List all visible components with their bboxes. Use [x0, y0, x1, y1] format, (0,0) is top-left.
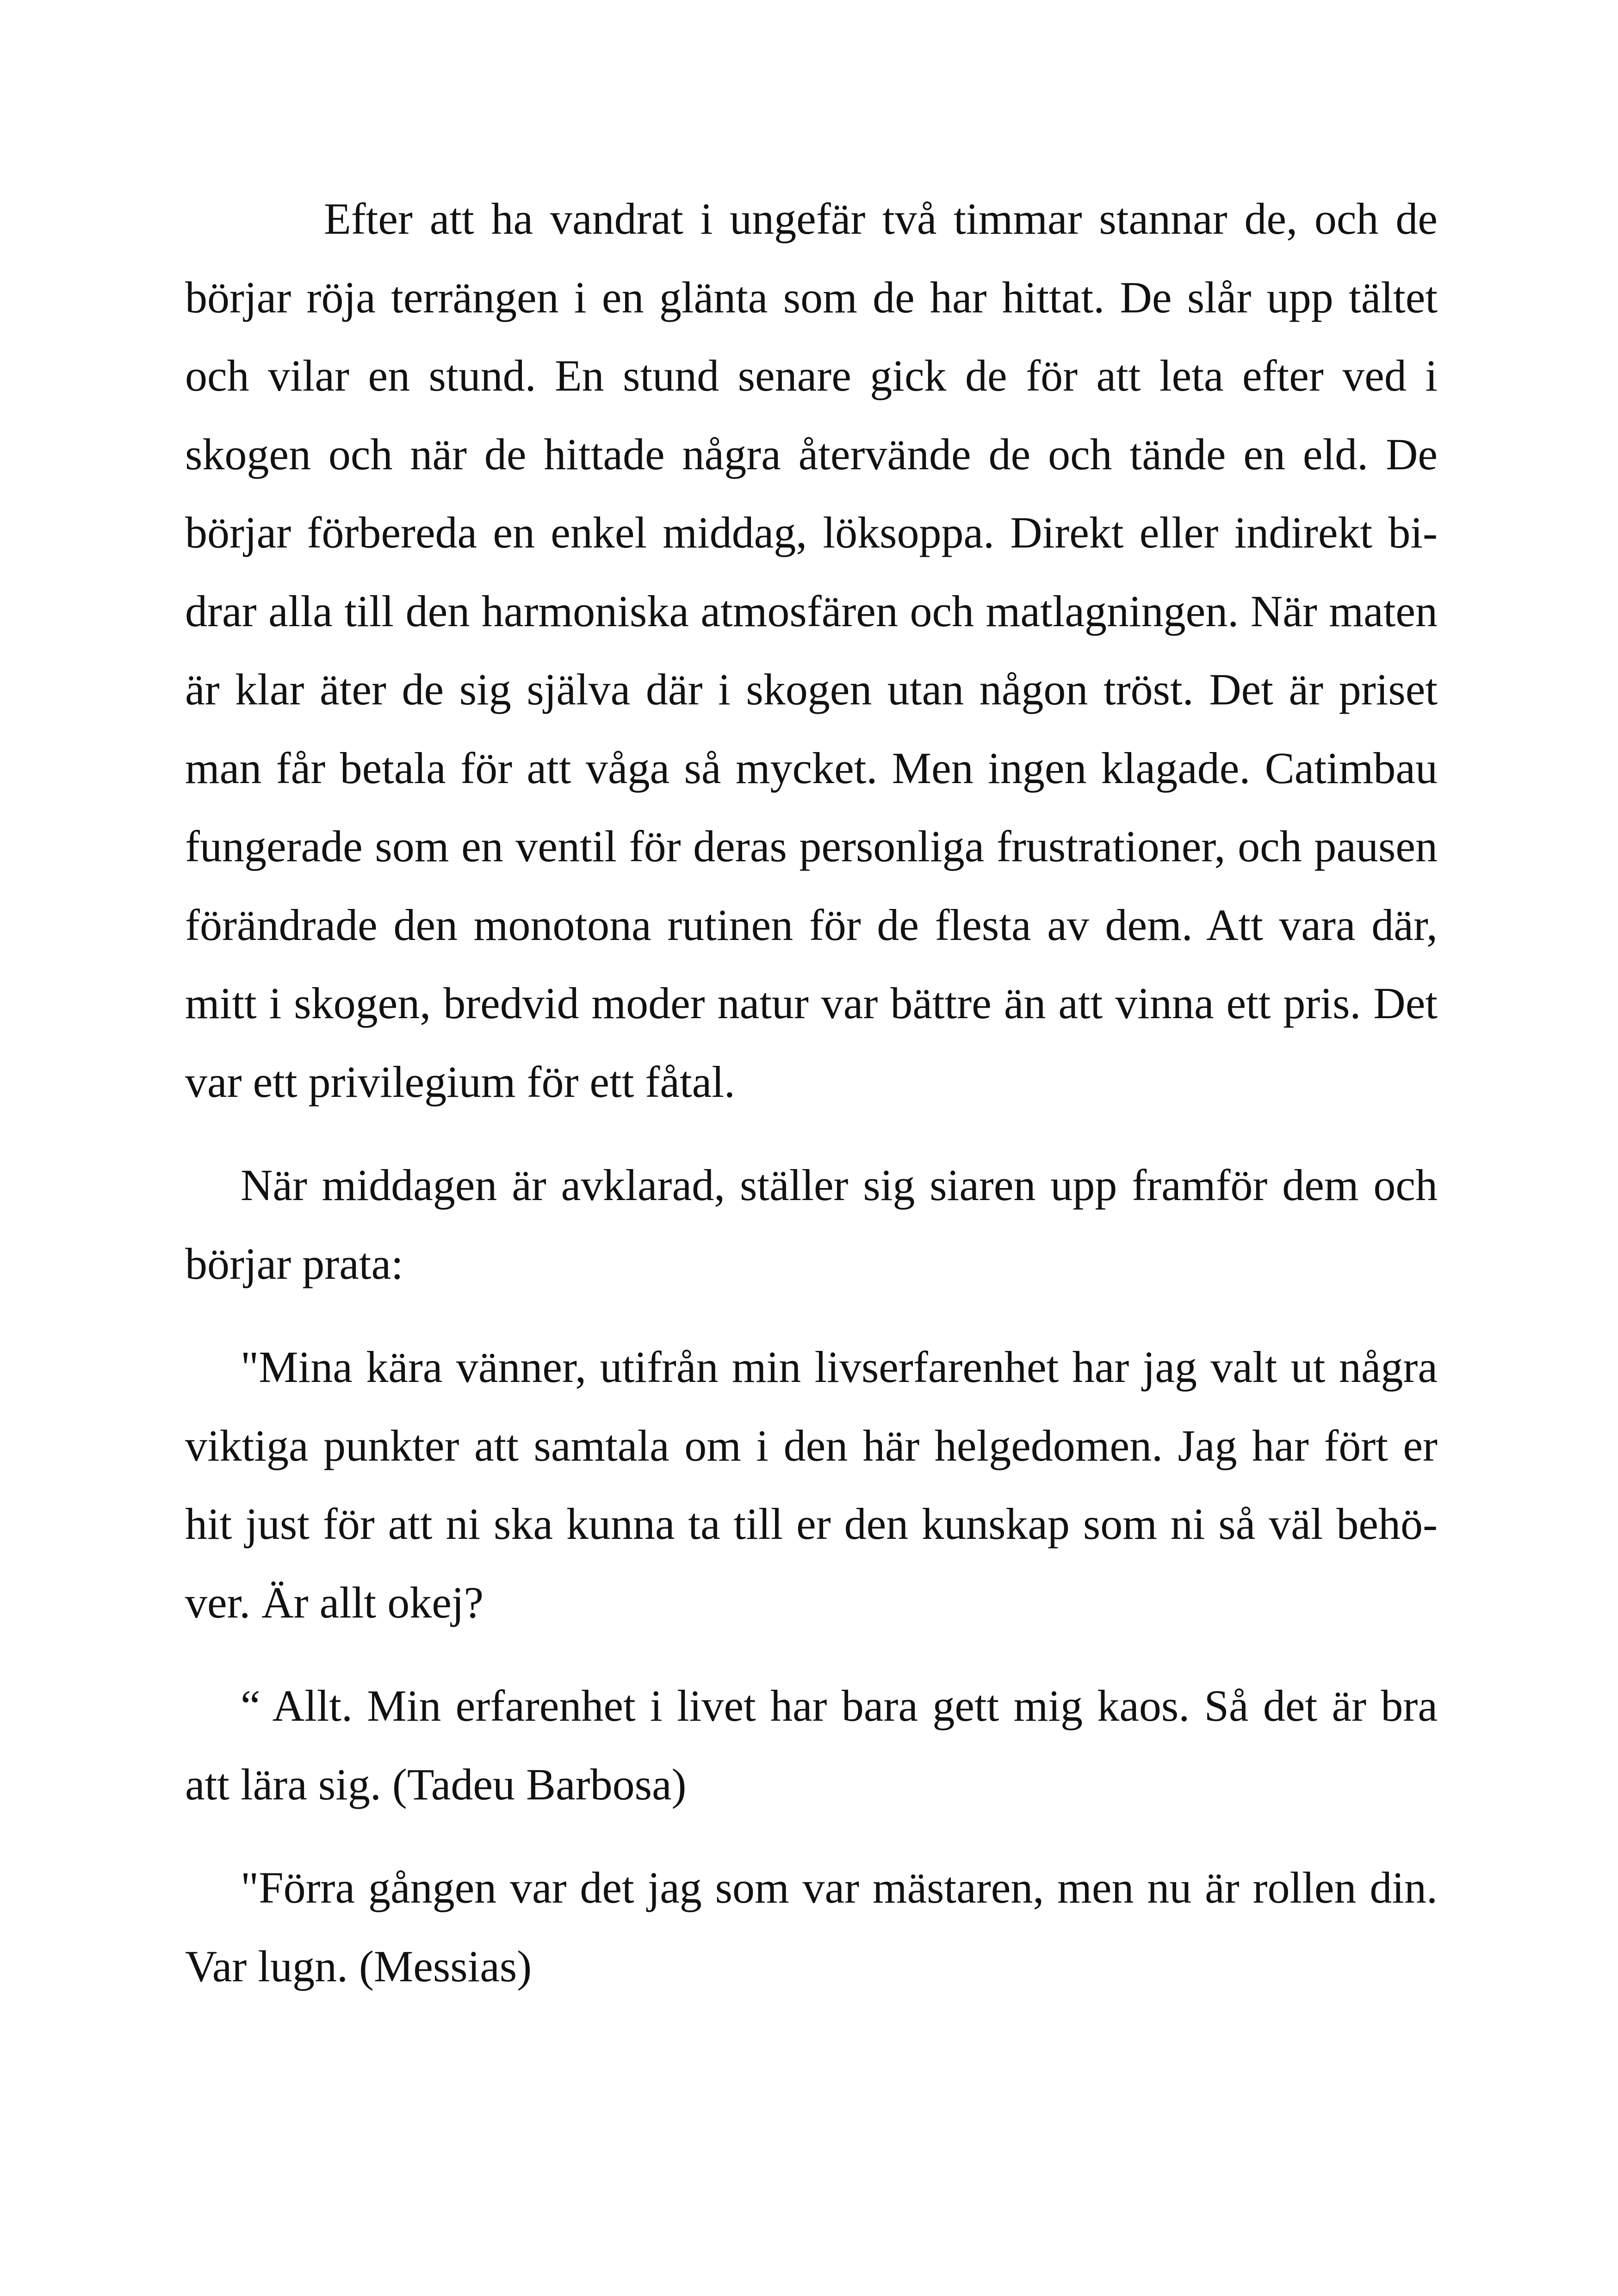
paragraph-tadeu-barbosa: “ Allt. Min erfarenhet i livet har bara gett mig kaos. Så det är bra att lära sig. (Tadeu Barbosa): [185, 1681, 1438, 1809]
paragraph-messias: "Förra gången var det jag som var mästaren, men nu är rollen din. Var lugn. (Messias): [185, 1863, 1438, 1991]
paragraph-dinner: När middagen är avklarad, ställer sig siaren upp framför dem och börjar prata:: [185, 1160, 1438, 1288]
paragraph-campsite: Efter att ha vandrat i ungefär två timmar stannar de, och de börjar röja terrängen i en glänta som de har hittat. De slår upp tältet och vilar en stund. En stund senare gick de för att leta efter ved i skogen och när de hittade några återvände de och tände en eld. De börjar förbereda en enkel middag, löksoppa. Direkt eller indirekt bidrar alla till den harmoniska atmosfären och matlagningen. När maten är klar äter de sig själva där i skogen utan någon tröst. Det är priset man får betala för att våga så mycket. Men ingen klagade. Catimbau fungerade som en ventil för deras personliga frustrationer, och pausen förändrade den monotona rutinen för de flesta av dem. Att vara där, mitt i skogen, bredvid moder natur var bättre än att vinna ett pris. Det var ett privilegium för ett fåtal.: [185, 194, 1438, 1107]
body-text: [185, 180, 1438, 2005]
paragraph-seer-speech: "Mina kära vänner, utifrån min livserfarenhet har jag valt ut några viktiga punkter att samtala om i den här helgedomen. Jag har fört er hit just för att ni ska kunna ta till er den kunskap som ni så väl behöver. Är allt okej?: [185, 1342, 1438, 1627]
